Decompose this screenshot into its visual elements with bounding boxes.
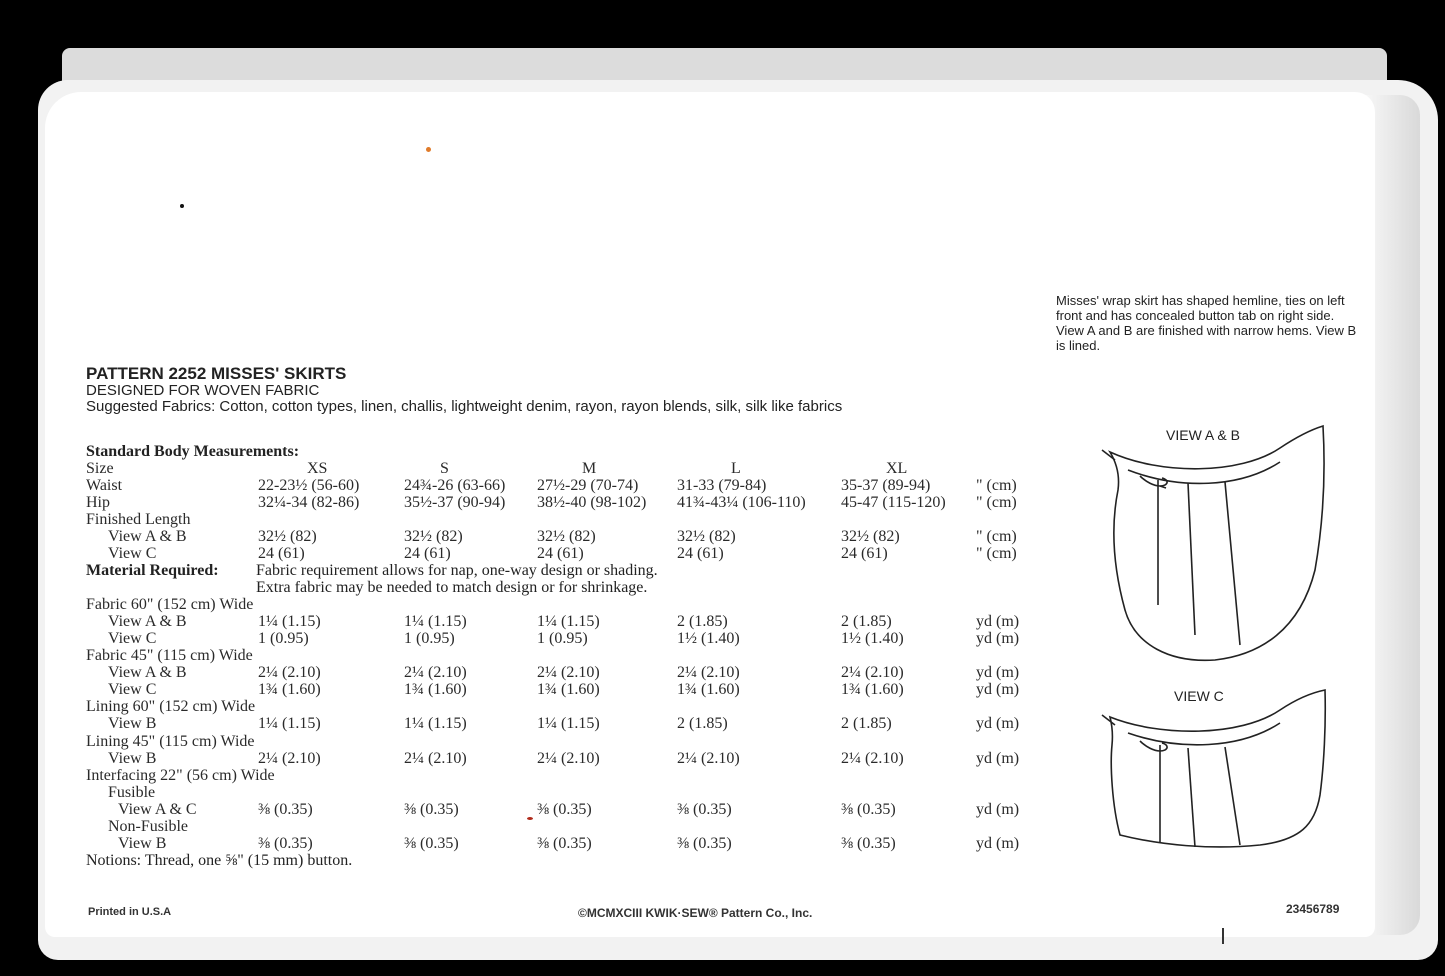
pattern-subtitle: DESIGNED FOR WOVEN FABRIC (86, 382, 320, 399)
row-label: Finished Length (86, 511, 191, 528)
printed-in: Printed in U.S.A (88, 906, 172, 918)
description: Misses' wrap skirt has shaped hemline, ties on left front and has concealed button tab on right side. View A and B are finished with narrow hems. View B is lined. (1056, 293, 1357, 353)
table-cell: ⅜ (0.35) (677, 835, 732, 852)
row-label: Size (86, 460, 114, 477)
table-cell: ⅜ (0.35) (258, 801, 313, 818)
material-required-label: Material Required: (86, 562, 219, 579)
unit-label: " (cm) (976, 528, 1017, 545)
row-label: View B (118, 835, 167, 852)
table-cell: 1¾ (1.60) (537, 681, 600, 698)
row-label: View A & B (108, 664, 187, 681)
row-label: Lining 45" (115 cm) Wide (86, 733, 255, 750)
table-cell: XS (307, 460, 328, 477)
view-ab-label: VIEW A & B (1166, 427, 1240, 443)
table-cell: ⅜ (0.35) (258, 835, 313, 852)
table-cell: ⅜ (0.35) (537, 801, 592, 818)
pattern-code: 23456789 (1286, 902, 1340, 916)
row-label: Waist (86, 477, 123, 494)
table-cell: L (731, 460, 741, 477)
row-label: View A & B (108, 613, 187, 630)
table-cell: 32½ (82) (841, 528, 900, 545)
table-cell: 2 (1.85) (841, 613, 892, 630)
table-cell: M (582, 460, 597, 477)
table-cell: 1¼ (1.15) (537, 613, 600, 630)
orange-mark (426, 147, 431, 152)
table-cell: 1½ (1.40) (677, 630, 740, 647)
table-cell: 2¼ (2.10) (677, 750, 740, 767)
table-cell: ⅜ (0.35) (404, 801, 459, 818)
table-cell: ⅜ (0.35) (841, 835, 896, 852)
table-cell: 24 (61) (537, 545, 584, 562)
table-cell: 32¼-34 (82-86) (258, 494, 360, 511)
table-cell: ⅜ (0.35) (677, 801, 732, 818)
table-cell: 1¼ (1.15) (258, 715, 321, 732)
row-label: View B (108, 715, 157, 732)
table-cell: 1¼ (1.15) (537, 715, 600, 732)
table-cell: XL (886, 460, 908, 477)
table-cell: ⅜ (0.35) (537, 835, 592, 852)
unit-label: yd (m) (976, 835, 1020, 852)
unit-label: yd (m) (976, 664, 1020, 681)
ink-dot (180, 204, 184, 208)
row-label: Fusible (108, 784, 156, 801)
row-label: Lining 60" (152 cm) Wide (86, 698, 256, 715)
edge-tick (1222, 928, 1224, 944)
row-label: View C (108, 545, 157, 562)
table-cell: 1¼ (1.15) (404, 613, 467, 630)
unit-label: yd (m) (976, 681, 1020, 698)
view-c-label: VIEW C (1174, 688, 1224, 704)
unit-label: yd (m) (976, 630, 1020, 647)
table-cell: 2¼ (2.10) (258, 750, 321, 767)
table-cell: S (440, 460, 449, 477)
unit-label: " (cm) (976, 477, 1017, 494)
table-cell: 24 (61) (841, 545, 888, 562)
unit-label: " (cm) (976, 494, 1017, 511)
table-cell: ⅜ (0.35) (841, 801, 896, 818)
unit-label: yd (m) (976, 715, 1020, 732)
table-heading: Standard Body Measurements: (86, 443, 300, 460)
table-cell: 24 (61) (677, 545, 724, 562)
table-cell: 1 (0.95) (537, 630, 588, 647)
notions: Notions: Thread, one ⅝" (15 mm) button. (86, 852, 353, 869)
suggested-fabrics: Suggested Fabrics: Cotton, cotton types, linen, challis, lightweight denim, rayon, rayon blends, silk, silk like fabrics (86, 398, 843, 415)
table-cell: ⅜ (0.35) (404, 835, 459, 852)
table-cell: 1½ (1.40) (841, 630, 904, 647)
table-cell: 1¼ (1.15) (258, 613, 321, 630)
table-cell: 1 (0.95) (258, 630, 309, 647)
table-cell: 38½-40 (98-102) (537, 494, 647, 511)
row-label: Fabric 45" (115 cm) Wide (86, 647, 253, 664)
table-cell: 32½ (82) (404, 528, 463, 545)
table-cell: 2¼ (2.10) (841, 750, 904, 767)
row-label: View B (108, 750, 157, 767)
row-label: Hip (86, 494, 110, 511)
table-cell: 24¾-26 (63-66) (404, 477, 506, 494)
table-cell: 41¾-43¼ (106-110) (677, 494, 806, 511)
table-cell: 2¼ (2.10) (841, 664, 904, 681)
row-label: View A & B (108, 528, 187, 545)
table-cell: 1¾ (1.60) (677, 681, 740, 698)
unit-label: yd (m) (976, 750, 1020, 767)
row-label: View A & C (118, 801, 197, 818)
table-cell: 27½-29 (70-74) (537, 477, 639, 494)
table-cell: 32½ (82) (537, 528, 596, 545)
table-cell: 35-37 (89-94) (841, 477, 931, 494)
unit-label: yd (m) (976, 801, 1020, 818)
material-note-2: Extra fabric may be needed to match design or for shrinkage. (256, 579, 648, 596)
table-cell: 1 (0.95) (404, 630, 455, 647)
row-label: Non-Fusible (108, 818, 188, 835)
table-cell: 32½ (82) (677, 528, 736, 545)
table-cell: 1¾ (1.60) (841, 681, 904, 698)
red-mark (527, 817, 533, 820)
table-cell: 35½-37 (90-94) (404, 494, 506, 511)
pattern-title: PATTERN 2252 MISSES' SKIRTS (86, 364, 347, 383)
unit-label: yd (m) (976, 613, 1020, 630)
table-cell: 2¼ (2.10) (404, 750, 467, 767)
skirt-sketch-view-ab (1100, 420, 1340, 670)
table-cell: 2¼ (2.10) (258, 664, 321, 681)
table-cell: 2¼ (2.10) (537, 750, 600, 767)
table-cell: 24 (61) (258, 545, 305, 562)
table-cell: 2 (1.85) (841, 715, 892, 732)
unit-label: " (cm) (976, 545, 1017, 562)
table-cell: 2 (1.85) (677, 715, 728, 732)
skirt-sketch-view-c (1100, 685, 1340, 855)
row-label: Interfacing 22" (56 cm) Wide (86, 767, 275, 784)
row-label: View C (108, 681, 157, 698)
material-note-1: Fabric requirement allows for nap, one-way design or shading. (256, 562, 658, 579)
table-cell: 45-47 (115-120) (841, 494, 946, 511)
table-cell: 31-33 (79-84) (677, 477, 767, 494)
table-cell: 2 (1.85) (677, 613, 728, 630)
table-cell: 24 (61) (404, 545, 451, 562)
table-cell: 22-23½ (56-60) (258, 477, 360, 494)
table-cell: 1¾ (1.60) (258, 681, 321, 698)
table-cell: 2¼ (2.10) (404, 664, 467, 681)
row-label: Fabric 60" (152 cm) Wide (86, 596, 254, 613)
table-cell: 32½ (82) (258, 528, 317, 545)
row-label: View C (108, 630, 157, 647)
table-cell: 1¼ (1.15) (404, 715, 467, 732)
table-cell: 2¼ (2.10) (537, 664, 600, 681)
table-cell: 1¾ (1.60) (404, 681, 467, 698)
table-cell: 2¼ (2.10) (677, 664, 740, 681)
copyright: ©MCMXCIII KWIK·SEW® Pattern Co., Inc. (578, 906, 813, 920)
